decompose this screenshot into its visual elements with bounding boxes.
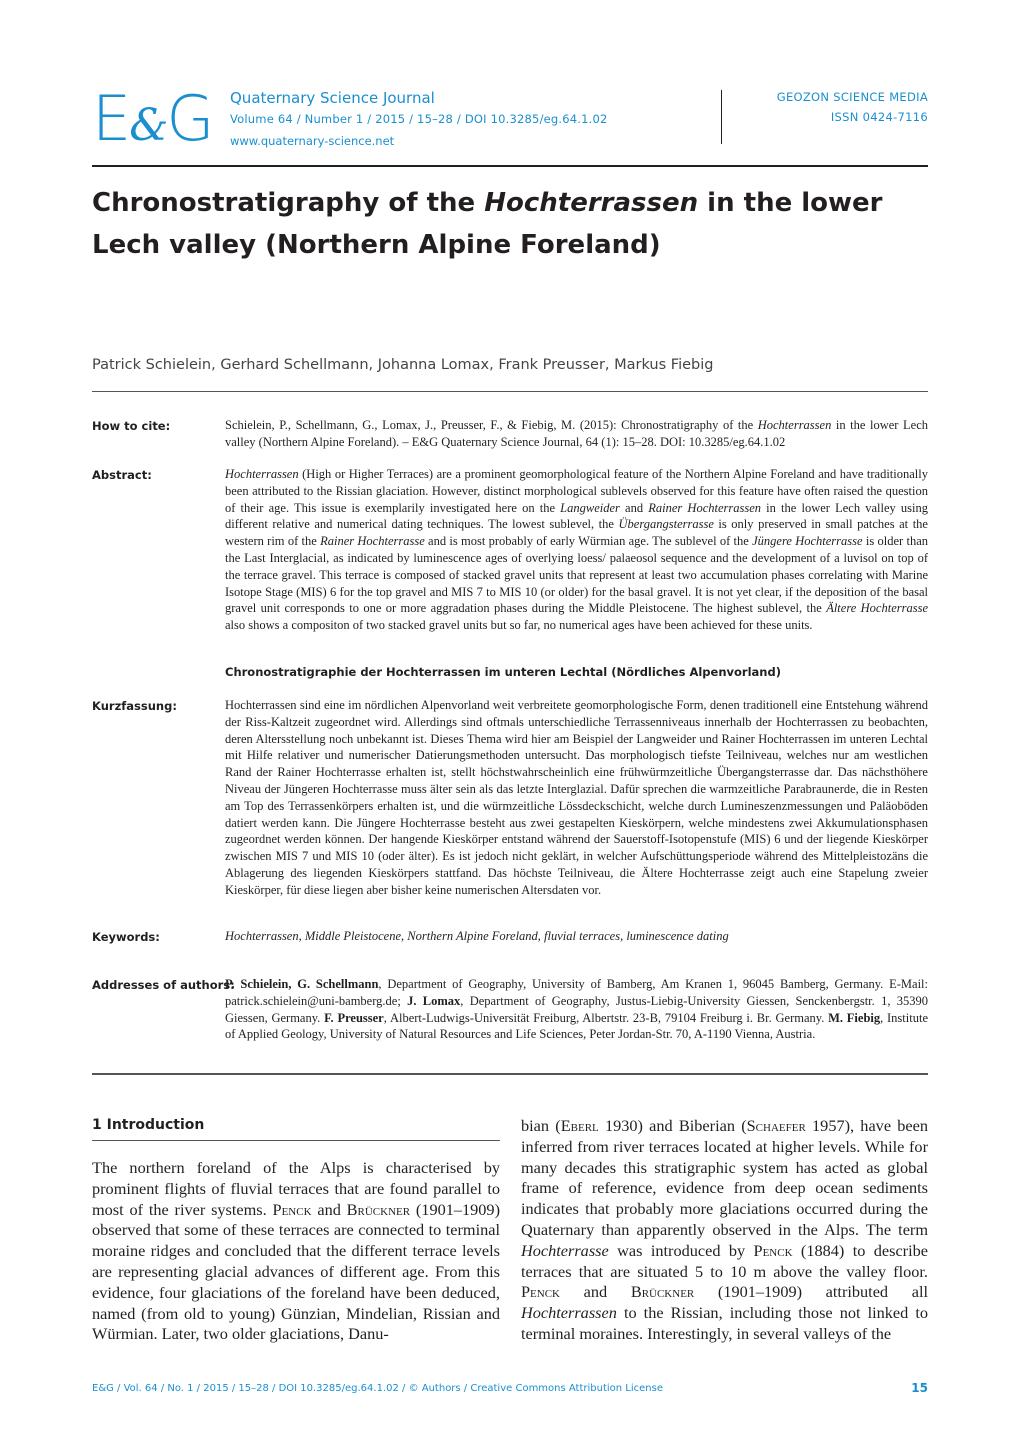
cite-text <box>225 417 928 451</box>
front-matter-rule <box>92 1073 928 1075</box>
journal-name: Quaternary Science Journal <box>230 89 435 107</box>
abstract-italic: Rainer Hochterrasse <box>320 534 425 549</box>
body-column-left <box>92 1158 500 1345</box>
addresses-text <box>225 976 928 1043</box>
body-text: The northern foreland of the Alps is characterised by prominent flights of fluvial terraces that are found parallel to most of the river systems. <box>92 1158 500 1219</box>
keywords-label: Keywords: <box>92 930 160 944</box>
body-column-right <box>521 1116 928 1345</box>
author-name: M. Fiebig <box>828 1010 881 1025</box>
body-italic: Hochterrassen <box>521 1303 617 1323</box>
body-text: and <box>311 1199 347 1219</box>
address-part: , Department of Geography, Justus-Liebig-University Giessen, Senckenbergstr. 1, 35390 Giessen, Germany. <box>225 993 928 1025</box>
abstract-part: in the lower Lech valley using different relative and numerical dating techniques. The lowest sublevel, the <box>225 500 928 532</box>
body-text: 1930) and Biberian ( <box>598 1116 747 1135</box>
citation-author: Eberl <box>560 1116 599 1135</box>
cite-part: in the lower Lech valley (Northern Alpine Foreland). – E&G Quaternary Science Journal, 64 (1): 15–28. DOI: 10.3285/eg.64.1.02 <box>225 418 928 449</box>
addresses-label: Addresses of authors: <box>92 978 235 992</box>
issn: ISSN 0424-7116 <box>830 110 928 124</box>
abstract-italic: Ältere Hochterrasse <box>826 601 928 616</box>
logo-ampersand: & <box>129 100 167 151</box>
abstract-part: is only preserved in small patches at the western rim of the <box>225 517 928 549</box>
body-text: and <box>560 1282 631 1302</box>
abstract-part: and <box>619 500 649 515</box>
abstract-italic: Langweider <box>560 500 620 515</box>
cite-label: How to cite: <box>92 419 171 433</box>
journal-logo <box>92 82 213 159</box>
author-name: F. Preusser <box>324 1010 384 1025</box>
title-part: Chronostratigraphy of the <box>92 188 485 218</box>
logo-e: E <box>92 82 130 155</box>
authors-rule <box>92 391 928 392</box>
title-part: in the lower Lech valley (Northern Alpine Foreland) <box>92 188 883 260</box>
body-text: (1884) to describe terraces that are situated 5 to 10 m above the valley floor. <box>521 1240 928 1281</box>
article-title <box>92 182 928 266</box>
cite-part: Schielein, P., Schellmann, G., Lomax, J., Preusser, F., & Fiebig, M. (2015): Chronostratigraphy of the <box>225 418 758 432</box>
abstract-part: (High or Higher Terraces) are a prominent geomorphological feature of the Northern Alpine Foreland and have traditionally been attributed to the Rissian glaciation. However, distinct morphological sublevels observed for this feature have often raised the question of their age. This issue is exemplarily investigated here on the <box>225 467 928 515</box>
abstract-part: also shows a compositon of two stacked gravel units but so far, no numerical ages have been achieved for these units. <box>225 618 813 633</box>
citation-author: Brückner <box>346 1199 411 1219</box>
address-part: , Department of Geography, University of Bamberg, Am Kranen 1, 96045 Bamberg, Germany. E-Mail: patrick.schielein@uni-bamberg.de; <box>225 977 928 1008</box>
body-text: bian ( <box>521 1116 561 1135</box>
citation-author: Penck <box>753 1240 793 1260</box>
body-text: 1957), have been inferred from river terraces located at higher levels. While for many decades this stratigraphic system has acted as global frame of reference, evidence from deep ocean sediments indicates that probably more glaciations occurred during the Quaternary than apparently observed in the Alps. The term <box>521 1116 929 1239</box>
body-italic: Hochterrasse <box>521 1240 609 1260</box>
abstract-label: Abstract: <box>92 468 152 482</box>
german-title: Chronostratigraphie der Hochterrassen im unteren Lechtal (Nördliches Alpenvorland) <box>225 665 781 679</box>
abstract-italic: Jüngere Hochterrasse <box>752 534 863 549</box>
keywords-italic: Hochterrassen, Middle Pleistocene, Northern Alpine Foreland, fluvial terraces, luminescence dating <box>225 929 729 943</box>
page-number: 15 <box>911 1381 928 1395</box>
kurzfassung-label: Kurzfassung: <box>92 699 177 713</box>
abstract-text <box>225 466 928 634</box>
abstract-part: and is most probably of early Würmian age. The sublevel of the <box>424 534 753 549</box>
body-text: to the Rissian, including those not linked to terminal moraines. Interestingly, in several valleys of the <box>521 1303 928 1343</box>
author-name: P. Schielein, G. Schellmann <box>225 977 379 991</box>
section-rule <box>92 1140 500 1141</box>
address-part: , Institute of Applied Geology, University of Natural Resources and Life Sciences, Peter Jordan-Str. 70, A-1190 Vienna, Austria. <box>225 1010 928 1042</box>
page-footer: E&G / Vol. 64 / No. 1 / 2015 / 15–28 / DOI 10.3285/eg.64.1.02 / © Authors / Creative Commons Attribution License <box>92 1383 664 1394</box>
body-text: was introduced by <box>608 1240 754 1260</box>
author-list: Patrick Schielein, Gerhard Schellmann, Johanna Lomax, Frank Preusser, Markus Fiebig <box>92 357 714 373</box>
citation-author: Schaefer <box>746 1116 806 1135</box>
address-part: , Albert-Ludwigs-Universität Freiburg, Albertstr. 23-B, 79104 Freiburg i. Br. Germany. <box>383 1010 829 1025</box>
cite-italic: Hochterrassen <box>757 418 832 432</box>
body-text: (1901–1909) observed that some of these terraces are connected to terminal moraine ridges and concluded that the different terrace levels are representing glacial advances of different age. From this evidence, four glaciations of the foreland have been deduced, named (from old to young) Günzian, Mindelian, Rissian and Würmian. Later, two older glaciations, Danu- <box>92 1199 500 1344</box>
publisher-name: GEOZON SCIENCE MEDIA <box>776 90 928 104</box>
citation-author: Brückner <box>630 1282 695 1302</box>
author-name: J. Lomax <box>407 993 461 1008</box>
journal-url[interactable]: www.quaternary-science.net <box>230 134 395 148</box>
abstract-italic: Übergangsterrasse <box>618 517 714 532</box>
citation-author: Penck <box>272 1199 312 1219</box>
section-heading: 1 Introduction <box>92 1117 205 1133</box>
abstract-italic: Hochterrassen <box>225 467 299 481</box>
citation-author: Penck <box>521 1282 560 1302</box>
body-text: (1901–1909) attributed all <box>694 1282 928 1302</box>
journal-volume-line: Volume 64 / Number 1 / 2015 / 15–28 / DOI 10.3285/eg.64.1.02 <box>230 112 608 126</box>
abstract-italic: Rainer Hochterrassen <box>648 500 762 515</box>
kurzfassung-text: Hochterrassen sind eine im nördlichen Alpenvorland weit verbreitete geomorphologische Form, denen traditionell eine Entstehung während der Riss-Kaltzeit zugeordnet wird. Allerdings sind oftmals unterschiedliche Terrassenniveaus innerhalb der Hochterrassen zu beobachten, deren Altersstellung noch unbekannt ist. Dieses Thema wird hier am Beispiel der Langweider und Rainer Hochterrassen im unteren Lechtal mit Hilfe relativer und numerischer Datierungsmethoden untersucht. Das morphologisch tiefste Teilniveau, welches nur am westlichen Rand der Rainer Hochterrasse erhalten ist, stellt höchstwahrscheinlich eine frühwürmzeitliche Übergangsterrasse dar. Das nächsthöhere Niveau der Jüngeren Hochterrasse muss älter sein als das letzte Interglazial. Dafür sprechen die warmzeitliche Parabraunerde, die in Resten am Top des Terrassenkörpers erhalten ist, und die würmzeitliche Lössdeckschicht, welche durch Lumineszenzmessungen und Paläoböden datiert werden kann. Die Jüngere Hochterrasse besteht aus zwei gestapelten Kieskörpern, welche mindestens zwei Akkumulationsphasen zugeordnet werden können. Der hangende Kieskörper entstand während der Sauerstoff-Isotopenstufe (MIS) 6 und der liegende Kieskörper zwischen MIS 7 und MIS 10 (oder älter). Es ist jedoch nicht geklärt, in welcher Aufschüttungsperiode während des Mittelpleistozäns die Ablagerung des liegenden Kieskörpers stattfand. Das höchste Teilniveau, die Ältere Hochterrasse zeigt auch eine Stapelung zweier Kieskörper, für diese liegen aber bisher keine numerischen Altersdaten vor. <box>225 698 928 897</box>
logo-g: G <box>166 82 213 155</box>
abstract-part: is older than the Last Interglacial, as indicated by luminescence ages of overlying loess/ palaeosol sequence and the development of a luvisol on top of the terrace gravel. This terrace is composed of stacked gravel units that represent at least two accumulation phases correlating with Marine Isotope Stage (MIS) 6 for the top gravel and MIS 7 to MIS 10 (or older) for the basal gravel. It is not yet clear, if the deposition of the basal gravel unit corresponds to one or more aggradation phases during the Middle Pleistocene. The highest sublevel, the <box>225 534 928 616</box>
header-rule <box>92 165 928 167</box>
title-italic: Hochterrassen <box>484 188 699 218</box>
keywords-text <box>225 928 928 945</box>
header-divider <box>721 90 722 144</box>
